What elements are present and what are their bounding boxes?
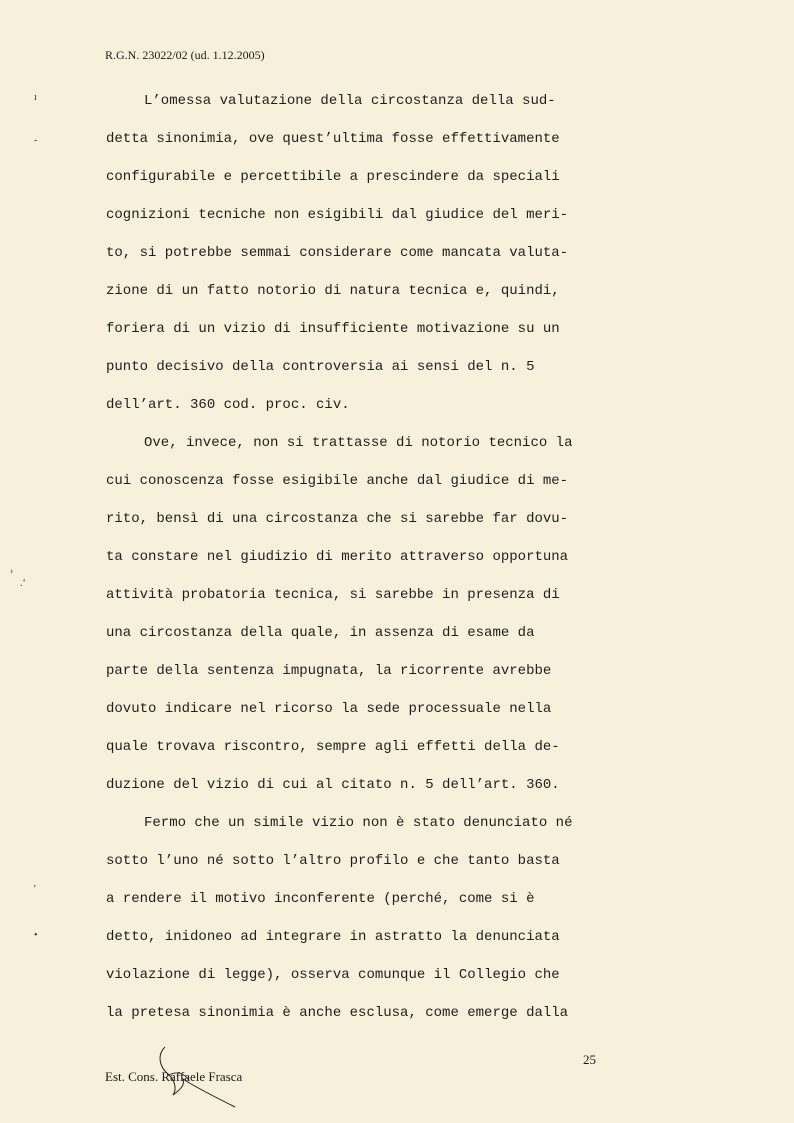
text-line: punto decisivo della controversia ai sensi del n. 5 xyxy=(106,359,535,375)
text-line: foriera di un vizio di insufficiente motivazione su un xyxy=(106,321,560,337)
margin-mark: ı xyxy=(34,92,37,103)
margin-mark: ’ xyxy=(33,884,37,895)
text-line: quale trovava riscontro, sempre agli effetti della de- xyxy=(106,739,560,755)
text-line: a rendere il motivo inconferente (perché, come si è xyxy=(106,891,535,907)
text-line: attività probatoria tecnica, si sarebbe in presenza di xyxy=(106,587,560,603)
text-line: sotto l’uno né sotto l’altro profilo e che tanto basta xyxy=(106,853,560,869)
text-line: Ove, invece, non si trattasse di notorio tecnico la xyxy=(144,435,573,451)
text-line: configurabile e percettibile a prescindere da speciali xyxy=(106,169,560,185)
footer-signature: Est. Cons. Raffaele Frasca xyxy=(105,1069,243,1084)
text-line: dell’art. 360 cod. proc. civ. xyxy=(106,397,350,413)
text-line: cui conoscenza fosse esigibile anche dal giudice di me- xyxy=(106,473,569,489)
margin-mark: › xyxy=(10,566,14,577)
margin-mark: .‘ xyxy=(20,578,26,589)
text-line: detto, inidoneo ad integrare in astratto la denunciata xyxy=(106,929,560,945)
margin-mark: - xyxy=(34,135,38,146)
text-line: to, si potrebbe semmai considerare come mancata valuta- xyxy=(106,245,569,261)
text-line: la pretesa sinonimia è anche esclusa, come emerge dalla xyxy=(106,1005,569,1021)
text-line: dovuto indicare nel ricorso la sede processuale nella xyxy=(106,701,552,717)
text-line: cognizioni tecniche non esigibili dal giudice del meri- xyxy=(106,207,569,223)
text-line: Fermo che un simile vizio non è stato denunciato né xyxy=(144,815,573,831)
text-line: rito, bensì di una circostanza che si sarebbe far dovu- xyxy=(106,511,569,527)
text-line: zione di un fatto notorio di natura tecnica e, quindi, xyxy=(106,283,560,299)
margin-mark: • xyxy=(34,930,38,941)
text-line: parte della sentenza impugnata, la ricorrente avrebbe xyxy=(106,663,552,679)
text-line: duzione del vizio di cui al citato n. 5 dell’art. 360. xyxy=(106,777,560,793)
text-line: L’omessa valutazione della circostanza della sud- xyxy=(144,93,556,109)
text-line: detta sinonimia, ove quest’ultima fosse effettivamente xyxy=(106,131,560,147)
case-reference-header: R.G.N. 23022/02 (ud. 1.12.2005) xyxy=(105,48,265,62)
text-line: violazione di legge), osserva comunque il Collegio che xyxy=(106,967,560,983)
page-number: 25 xyxy=(583,1052,596,1067)
text-line: una circostanza della quale, in assenza di esame da xyxy=(106,625,535,641)
text-line: ta constare nel giudizio di merito attraverso opportuna xyxy=(106,549,569,565)
